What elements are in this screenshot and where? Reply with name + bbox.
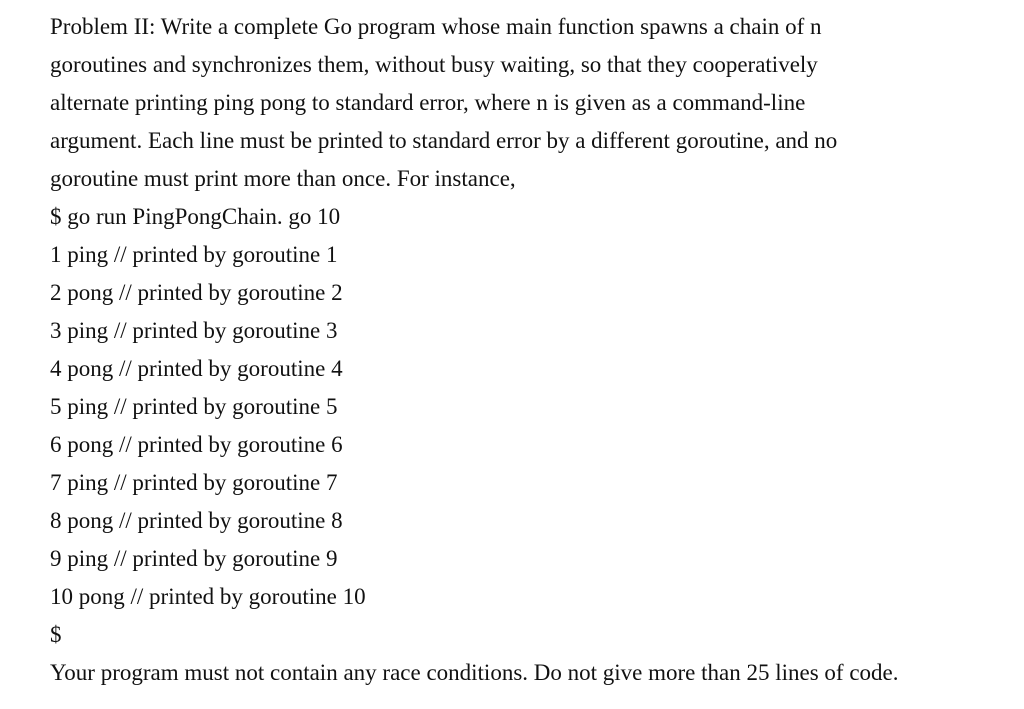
example-output-line: 8 pong // printed by goroutine 8: [50, 508, 343, 533]
problem-text-line: Problem II: Write a complete Go program whose main function spawns a chain of n: [50, 14, 822, 39]
problem-text-line: argument. Each line must be printed to standard error by a different goroutine, and no: [50, 128, 838, 153]
example-output-line: 7 ping // printed by goroutine 7: [50, 470, 338, 495]
problem-statement: [50, 8, 1010, 198]
problem-text-line: goroutines and synchronizes them, without busy waiting, so that they cooperatively: [50, 52, 818, 77]
example-command: $ go run PingPongChain. go 10: [50, 204, 341, 229]
example-output-line: 1 ping // printed by goroutine 1: [50, 242, 338, 267]
example-transcript: [50, 198, 1010, 654]
example-output-line: 2 pong // printed by goroutine 2: [50, 280, 343, 305]
problem-text-line: goroutine must print more than once. For instance,: [50, 166, 516, 191]
example-output-line: 6 pong // printed by goroutine 6: [50, 432, 343, 457]
requirements-note: Your program must not contain any race conditions. Do not give more than 25 lines of code.: [50, 660, 899, 685]
example-output-line: 3 ping // printed by goroutine 3: [50, 318, 338, 343]
problem-text-line: alternate printing ping pong to standard error, where n is given as a command-line: [50, 90, 806, 115]
example-output-line: 5 ping // printed by goroutine 5: [50, 394, 338, 419]
example-prompt: $: [50, 622, 62, 647]
example-output-line: 4 pong // printed by goroutine 4: [50, 356, 343, 381]
example-output-line: 9 ping // printed by goroutine 9: [50, 546, 338, 571]
problem-document: [50, 8, 1010, 692]
example-output-line: 10 pong // printed by goroutine 10: [50, 584, 366, 609]
